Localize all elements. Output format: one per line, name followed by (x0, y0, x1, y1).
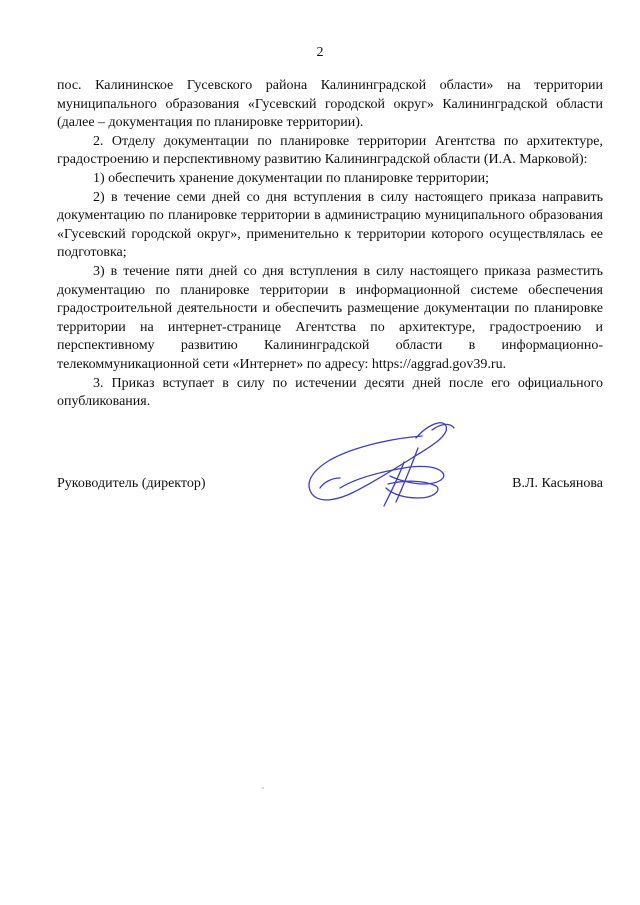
paragraph: 3) в течение пяти дней со дня вступления в силу настоящего приказа разместить документацию по планировке территории в информационной системе обеспечения градостроительной деятельности и обеспечить размещение документации по планировке территории на интернет-странице Агентства по архитектуре, градостроению и перспективному развитию Калининградской области в информационно-телекоммуникационной сети «Интернет» по адресу: https://aggrad.gov39.ru. (57, 263, 603, 372)
paragraph: 2. Отделу документации по планировке территории Агентства по архитектуре, градостроению и перспективному развитию Калининградской области (И.А. Марковой): (57, 133, 603, 168)
paragraph: 2) в течение семи дней со дня вступления в силу настоящего приказа направить документацию по планировке территории в администрацию муниципального образования «Гусевский городской округ», применительно к территории которого осуществлялась ее подготовка; (57, 189, 603, 261)
scan-speck (262, 787, 264, 789)
document-body (57, 77, 603, 412)
handwritten-signature (300, 418, 470, 518)
paragraph: 1) обеспечить хранение документации по планировке территории; (93, 170, 490, 186)
paragraph: пос. Калининское Гусевского района Калининградской области» на территории муниципального образования «Гусевский городской округ» Калининградской области (далее – документация по планировке территории). (57, 78, 603, 131)
signatory-name: В.Л. Касьянова (512, 476, 603, 491)
page-number: 2 (316, 45, 324, 60)
signatory-title: Руководитель (директор) (57, 476, 206, 491)
paragraph: 3. Приказ вступает в силу по истечении десяти дней после его официального опубликования. (57, 375, 603, 410)
